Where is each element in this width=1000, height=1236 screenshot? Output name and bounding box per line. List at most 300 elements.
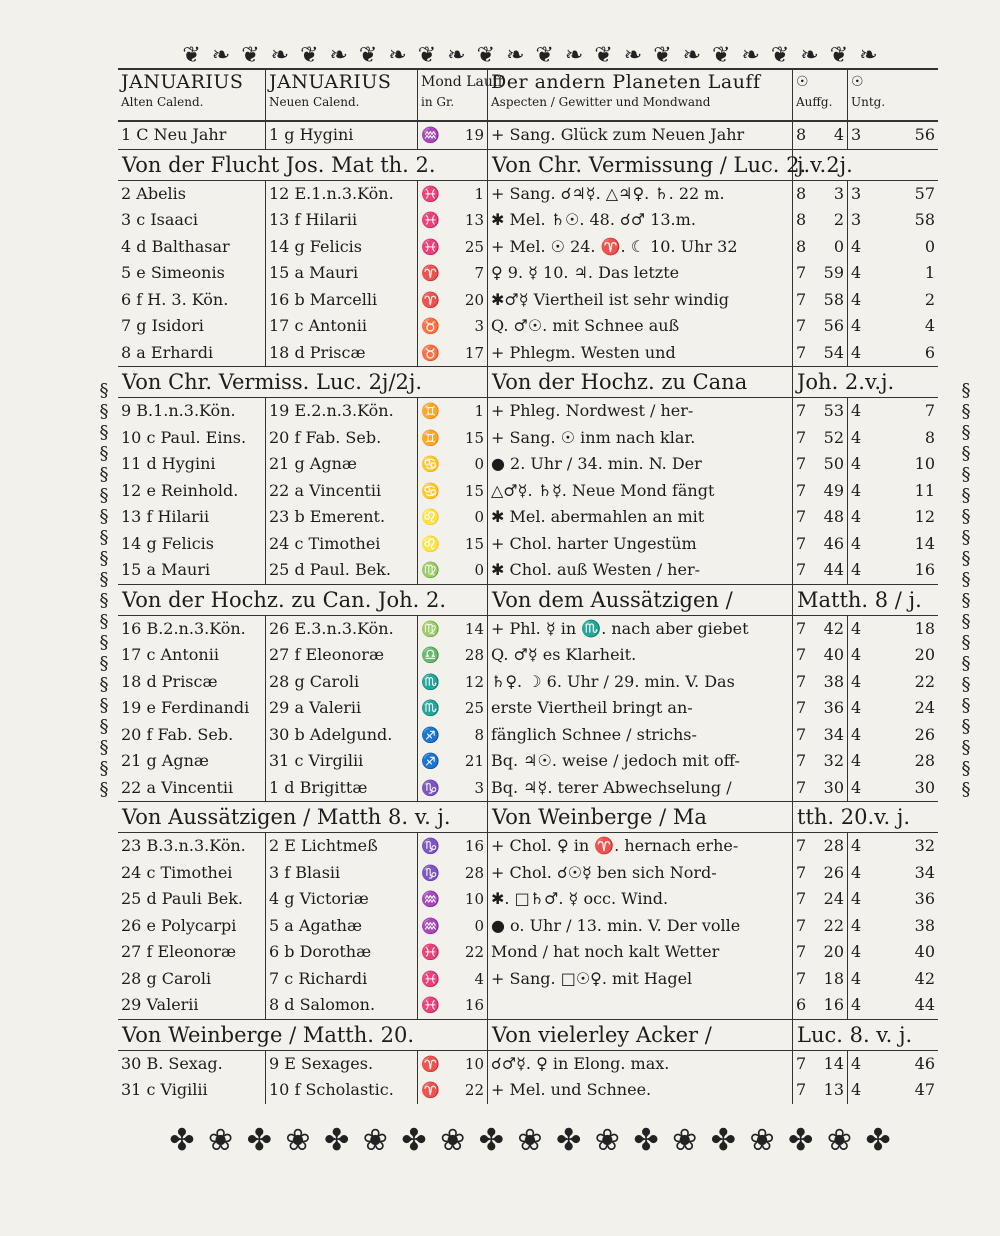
aspect-weather-text: fänglich Schnee / strichs- — [488, 722, 793, 749]
sunset-hour: 4 — [851, 862, 862, 882]
sunset-hour: 3 — [851, 210, 862, 229]
sunrise-minute: 36 — [823, 698, 844, 717]
moon-degree: 13 — [464, 211, 484, 229]
moon-degree: 10 — [464, 1054, 484, 1073]
old-calendar-day: 23 B.3.n.3.Kön. — [118, 833, 266, 860]
aspect-weather-text: + Sang. ☉ inm nach klar. — [488, 425, 793, 452]
new-calendar-subtitle: Neuen Calend. — [269, 95, 360, 109]
sunrise-time — [793, 557, 848, 584]
aspect-weather-text: ♄♀. ☽ 6. Uhr / 29. min. V. Das — [488, 669, 793, 696]
sunrise-time — [793, 313, 848, 340]
table-row — [118, 1051, 938, 1078]
sunrise-time — [793, 122, 848, 149]
table-row — [118, 775, 938, 802]
new-calendar-day: 18 d Priscæ — [266, 340, 418, 367]
new-calendar-day: 25 d Paul. Bek. — [266, 557, 418, 584]
sunrise-hour: 7 — [796, 942, 807, 961]
planets-header — [488, 70, 793, 120]
sunrise-minute: 24 — [823, 889, 844, 908]
moon-degree: 1 — [474, 402, 484, 420]
old-calendar-day: 30 B. Sexag. — [118, 1051, 266, 1078]
rise-column-title: Auffg. — [796, 95, 833, 109]
aspect-weather-text: + Chol. ♀ in ♈. hernach erhe- — [488, 833, 793, 860]
sunset-hour: 4 — [851, 995, 862, 1014]
sunset-minute: 0 — [924, 236, 935, 256]
new-calendar-day: 13 f Hilarii — [266, 207, 418, 234]
new-calendar-day: 17 c Antonii — [266, 313, 418, 340]
moon-column-title: Mond Lauff — [421, 74, 503, 90]
sunrise-time — [793, 695, 848, 722]
sunrise-minute: 52 — [823, 427, 844, 447]
zodiac-sign-icon: ♐ — [421, 725, 440, 744]
table-row — [118, 722, 938, 749]
moon-position — [418, 860, 488, 887]
sunset-time — [848, 886, 938, 913]
section-title-left: Von Chr. Vermiss. Luc. 2j/2j. — [118, 367, 488, 397]
sunrise-minute: 50 — [823, 454, 844, 473]
sunset-hour: 4 — [851, 1053, 862, 1073]
sunrise-hour: 7 — [796, 671, 807, 691]
old-calendar-day: 25 d Pauli Bek. — [118, 886, 266, 913]
sunset-time — [848, 833, 938, 860]
zodiac-sign-icon: ♑ — [421, 778, 440, 797]
sunset-hour: 4 — [851, 889, 862, 908]
sunset-time — [848, 557, 938, 584]
sunset-minute: 18 — [914, 618, 935, 638]
new-calendar-day: 1 g Hygini — [266, 122, 418, 149]
moon-degree: 3 — [474, 778, 484, 797]
section-title-mid: Von Chr. Vermissung / Luc. 2. — [488, 150, 793, 180]
old-calendar-header — [118, 70, 266, 120]
sunset-time — [848, 207, 938, 234]
new-calendar-day: 28 g Caroli — [266, 669, 418, 696]
sunset-hour: 4 — [851, 289, 862, 309]
old-calendar-day: 17 c Antonii — [118, 642, 266, 669]
sunset-time — [848, 939, 938, 966]
aspect-weather-text: + Sang. Glück zum Neuen Jahr — [488, 122, 793, 149]
new-calendar-day: 20 f Fab. Seb. — [266, 425, 418, 452]
sunset-minute: 10 — [914, 454, 935, 473]
sunset-time — [848, 1077, 938, 1104]
moon-degree: 3 — [474, 317, 484, 335]
sunset-hour: 4 — [851, 915, 862, 935]
old-calendar-subtitle: Alten Calend. — [121, 95, 204, 109]
old-calendar-day: 24 c Timothei — [118, 860, 266, 887]
moon-degree: 7 — [474, 264, 484, 282]
sunrise-hour: 7 — [796, 560, 807, 579]
sunset-hour: 4 — [851, 507, 862, 526]
sunrise-minute: 59 — [823, 263, 844, 282]
old-calendar-day: 9 B.1.n.3.Kön. — [118, 398, 266, 425]
table-row — [118, 616, 938, 643]
zodiac-sign-icon: ♓ — [421, 184, 440, 203]
calendar-table — [118, 68, 938, 1104]
sunrise-hour: 7 — [796, 454, 807, 473]
sunrise-time — [793, 1051, 848, 1078]
sunset-hour: 4 — [851, 454, 862, 473]
sunrise-hour: 7 — [796, 289, 807, 309]
aspect-weather-text: ● 2. Uhr / 34. min. N. Der — [488, 451, 793, 478]
moon-degree: 0 — [474, 508, 484, 526]
sunset-minute: 36 — [914, 889, 935, 908]
sunrise-time — [793, 451, 848, 478]
table-row — [118, 398, 938, 425]
sunset-minute: 56 — [914, 125, 935, 144]
old-calendar-day: 27 f Eleonoræ — [118, 939, 266, 966]
sunset-hour: 4 — [851, 645, 862, 664]
sunrise-minute: 34 — [823, 724, 844, 744]
zodiac-sign-icon: ♋ — [421, 481, 440, 500]
zodiac-sign-icon: ♓ — [421, 211, 440, 229]
aspect-weather-text: ♀ 9. ☿ 10. ♃. Das letzte — [488, 260, 793, 287]
sunset-minute: 30 — [914, 777, 935, 797]
old-calendar-day: 28 g Caroli — [118, 966, 266, 993]
moon-degree: 25 — [464, 699, 484, 717]
new-calendar-day: 16 b Marcelli — [266, 287, 418, 314]
old-calendar-day: 1 C Neu Jahr — [118, 122, 266, 149]
table-row — [118, 642, 938, 669]
sunset-minute: 11 — [914, 480, 935, 500]
moon-position — [418, 504, 488, 531]
sunset-time — [848, 398, 938, 425]
sunset-minute: 12 — [914, 507, 935, 526]
aspect-weather-text: + Chol. ☌☉☿ ben sich Nord- — [488, 860, 793, 887]
sunrise-hour: 8 — [796, 210, 807, 229]
moon-position — [418, 722, 488, 749]
moon-degree: 16 — [464, 996, 484, 1014]
sunrise-hour: 7 — [796, 698, 807, 717]
moon-position — [418, 557, 488, 584]
aspect-weather-text: + Phleg. Nordwest / her- — [488, 398, 793, 425]
sunset-time — [848, 260, 938, 287]
new-calendar-day: 29 a Valerii — [266, 695, 418, 722]
table-row — [118, 504, 938, 531]
sunset-hour: 4 — [851, 316, 862, 335]
table-row — [118, 557, 938, 584]
moon-position — [418, 1051, 488, 1078]
aspect-weather-text: Bq. ♃☉. weise / jedoch mit off- — [488, 748, 793, 775]
sunset-minute: 44 — [914, 995, 935, 1014]
table-row — [118, 181, 938, 208]
table-row — [118, 966, 938, 993]
sunrise-time — [793, 966, 848, 993]
sunset-minute: 14 — [914, 533, 935, 553]
sunrise-hour: 7 — [796, 968, 807, 988]
moon-degree: 15 — [464, 481, 484, 500]
old-calendar-day: 16 B.2.n.3.Kön. — [118, 616, 266, 643]
old-calendar-day: 7 g Isidori — [118, 313, 266, 340]
new-calendar-day: 2 E Lichtmeß — [266, 833, 418, 860]
sunrise-minute: 26 — [823, 862, 844, 882]
sunrise-hour: 7 — [796, 836, 807, 855]
sunrise-minute: 18 — [823, 968, 844, 988]
moon-degree: 1 — [474, 184, 484, 203]
sunrise-minute: 32 — [823, 751, 844, 770]
old-calendar-day: 4 d Balthasar — [118, 234, 266, 261]
sunset-time — [848, 340, 938, 367]
sunset-minute: 46 — [914, 1053, 935, 1073]
aspect-weather-text: + Chol. harter Ungestüm — [488, 531, 793, 558]
table-row — [118, 340, 938, 367]
moon-degree: 0 — [474, 561, 484, 579]
sunset-hour: 4 — [851, 671, 862, 691]
sunrise-hour: 8 — [796, 183, 807, 203]
moon-degree: 28 — [464, 863, 484, 882]
table-row — [118, 313, 938, 340]
sunrise-hour: 7 — [796, 645, 807, 664]
aspect-weather-text: ● o. Uhr / 13. min. V. Der volle — [488, 913, 793, 940]
zodiac-sign-icon: ♌ — [421, 508, 440, 526]
sunset-hour: 4 — [851, 1080, 862, 1099]
right-ornament-border: § § § § § § § § § § § § § § § § § § § § — [961, 380, 971, 800]
sunset-time — [848, 1051, 938, 1078]
table-row — [118, 833, 938, 860]
aspect-weather-text: + Mel. ☉ 24. ♈. ☾ 10. Uhr 32 — [488, 234, 793, 261]
moon-position — [418, 531, 488, 558]
moon-degree: 14 — [464, 619, 484, 638]
table-row — [118, 1077, 938, 1104]
moon-position — [418, 939, 488, 966]
sunrise-time — [793, 833, 848, 860]
sunset-time — [848, 775, 938, 802]
moon-degree: 21 — [464, 752, 484, 770]
section-title-right: Joh. 2.v.j. — [797, 370, 895, 394]
sunrise-minute: 54 — [823, 342, 844, 362]
sunset-time — [848, 451, 938, 478]
sunrise-hour: 7 — [796, 751, 807, 770]
old-calendar-day: 3 c Isaaci — [118, 207, 266, 234]
moon-degree: 22 — [464, 943, 484, 961]
moon-degree: 15 — [464, 428, 484, 447]
gospel-section-header — [118, 801, 938, 833]
sunset-hour: 4 — [851, 751, 862, 770]
sunset-time — [848, 616, 938, 643]
zodiac-sign-icon: ♈ — [421, 1081, 440, 1099]
old-calendar-day: 14 g Felicis — [118, 531, 266, 558]
sunrise-time — [793, 287, 848, 314]
table-row — [118, 425, 938, 452]
zodiac-sign-icon: ♊ — [421, 428, 440, 447]
moon-position — [418, 616, 488, 643]
sunset-time — [848, 287, 938, 314]
new-calendar-day: 21 g Agnæ — [266, 451, 418, 478]
old-calendar-day: 5 e Simeonis — [118, 260, 266, 287]
sunrise-minute: 4 — [833, 125, 844, 144]
sunrise-hour: 8 — [796, 125, 807, 144]
table-row — [118, 669, 938, 696]
sunset-hour: 4 — [851, 533, 862, 553]
sunset-minute: 32 — [914, 836, 935, 855]
sunrise-time — [793, 207, 848, 234]
moon-position — [418, 833, 488, 860]
sunset-hour: 4 — [851, 342, 862, 362]
old-calendar-day: 12 e Reinhold. — [118, 478, 266, 505]
sunset-hour: 4 — [851, 698, 862, 717]
new-calendar-day: 14 g Felicis — [266, 234, 418, 261]
moon-position — [418, 966, 488, 993]
sunrise-minute: 16 — [823, 995, 844, 1014]
new-month-title: JANUARIUS — [269, 71, 392, 93]
moon-header — [418, 70, 503, 120]
moon-position — [418, 886, 488, 913]
new-calendar-day: 19 E.2.n.3.Kön. — [266, 398, 418, 425]
aspect-weather-text: Bq. ♃☿. terer Abwechselung / — [488, 775, 793, 802]
sunset-minute: 6 — [924, 342, 935, 362]
old-calendar-day: 26 e Polycarpi — [118, 913, 266, 940]
table-body — [118, 122, 938, 1104]
set-header — [848, 70, 938, 120]
sunrise-minute: 40 — [823, 645, 844, 664]
sunset-time — [848, 531, 938, 558]
sunrise-hour: 7 — [796, 724, 807, 744]
sunrise-hour: 7 — [796, 342, 807, 362]
table-row — [118, 451, 938, 478]
sunrise-minute: 13 — [823, 1080, 844, 1099]
sunrise-hour: 7 — [796, 533, 807, 553]
sunrise-time — [793, 722, 848, 749]
sunrise-minute: 14 — [823, 1053, 844, 1073]
moon-position — [418, 398, 488, 425]
moon-degree: 12 — [464, 672, 484, 691]
moon-degree: 0 — [474, 455, 484, 473]
zodiac-sign-icon: ♏ — [421, 699, 440, 717]
sunrise-hour: 7 — [796, 618, 807, 638]
moon-position — [418, 425, 488, 452]
sunset-hour: 4 — [851, 777, 862, 797]
section-title-left: Von Aussätzigen / Matth 8. v. j. — [118, 802, 488, 832]
almanac-page — [96, 30, 971, 1180]
gospel-section-header — [118, 366, 938, 398]
section-title-left: Von Weinberge / Matth. 20. — [118, 1020, 488, 1050]
sunrise-time — [793, 669, 848, 696]
new-calendar-day: 23 b Emerent. — [266, 504, 418, 531]
zodiac-sign-icon: ♈ — [421, 290, 440, 309]
moon-position — [418, 181, 488, 208]
moon-degree: 19 — [464, 126, 484, 144]
moon-degree: 0 — [474, 916, 484, 935]
sun-icon: ☉ — [796, 74, 809, 90]
sunset-time — [848, 748, 938, 775]
sunrise-minute: 20 — [823, 942, 844, 961]
zodiac-sign-icon: ♓ — [421, 996, 440, 1014]
moon-position — [418, 207, 488, 234]
section-title-mid: Von der Hochz. zu Cana — [488, 367, 793, 397]
new-calendar-day: 30 b Adelgund. — [266, 722, 418, 749]
sunset-time — [848, 504, 938, 531]
sunset-time — [848, 642, 938, 669]
zodiac-sign-icon: ♒ — [421, 126, 440, 144]
moon-position — [418, 913, 488, 940]
table-row — [118, 122, 938, 149]
table-row — [118, 287, 938, 314]
sunset-minute: 22 — [914, 671, 935, 691]
moon-position — [418, 642, 488, 669]
section-title-right: j.v.2j. — [797, 152, 853, 177]
sunset-minute: 38 — [914, 915, 935, 935]
moon-degree: 17 — [464, 343, 484, 362]
zodiac-sign-icon: ♈ — [421, 1054, 440, 1073]
moon-degree: 20 — [464, 290, 484, 309]
new-calendar-day: 10 f Scholastic. — [266, 1077, 418, 1104]
sunset-hour: 4 — [851, 968, 862, 988]
sunset-hour: 3 — [851, 125, 862, 144]
set-column-title: Untg. — [851, 95, 886, 109]
moon-position — [418, 287, 488, 314]
sunset-minute: 47 — [914, 1080, 935, 1099]
sunset-hour: 4 — [851, 942, 862, 961]
new-calendar-day: 22 a Vincentii — [266, 478, 418, 505]
sunrise-minute: 53 — [823, 401, 844, 420]
sunrise-time — [793, 860, 848, 887]
sunset-minute: 42 — [914, 968, 935, 988]
sunset-time — [848, 478, 938, 505]
table-row — [118, 748, 938, 775]
sunset-time — [848, 992, 938, 1019]
sunrise-minute: 42 — [823, 618, 844, 638]
section-title-left: Von der Hochz. zu Can. Joh. 2. — [118, 585, 488, 615]
zodiac-sign-icon: ♊ — [421, 402, 440, 420]
sunset-time — [848, 313, 938, 340]
moon-degree: 4 — [474, 969, 484, 988]
old-calendar-day: 18 d Priscæ — [118, 669, 266, 696]
sunrise-time — [793, 425, 848, 452]
sunrise-time — [793, 886, 848, 913]
gospel-section-header — [118, 149, 938, 181]
left-ornament-border: § § § § § § § § § § § § § § § § § § § § — [99, 380, 109, 800]
old-month-title: JANUARIUS — [121, 71, 244, 93]
aspect-weather-text: Mond / hat noch kalt Wetter — [488, 939, 793, 966]
moon-position — [418, 775, 488, 802]
moon-position — [418, 669, 488, 696]
sunset-time — [848, 669, 938, 696]
aspect-weather-text: ✱♂☿ Viertheil ist sehr windig — [488, 287, 793, 314]
zodiac-sign-icon: ♑ — [421, 863, 440, 882]
table-row — [118, 531, 938, 558]
bottom-ornament-border: ✤ ❀ ✤ ❀ ✤ ❀ ✤ ❀ ✤ ❀ ✤ ❀ ✤ ❀ ✤ ❀ ✤ ❀ ✤ — [169, 1122, 893, 1158]
old-calendar-day: 8 a Erhardi — [118, 340, 266, 367]
sunset-time — [848, 913, 938, 940]
sunrise-time — [793, 504, 848, 531]
table-row — [118, 860, 938, 887]
section-title-mid: Von vielerley Acker / — [488, 1020, 793, 1050]
sunset-time — [848, 966, 938, 993]
moon-position — [418, 340, 488, 367]
sunset-hour: 4 — [851, 836, 862, 855]
new-calendar-day: 6 b Dorothæ — [266, 939, 418, 966]
sunrise-minute: 46 — [823, 533, 844, 553]
sunrise-time — [793, 531, 848, 558]
moon-degree: 22 — [464, 1081, 484, 1099]
new-calendar-day: 31 c Virgilii — [266, 748, 418, 775]
sunrise-hour: 7 — [796, 401, 807, 420]
top-ornament-border: ❦ ❧ ❦ ❧ ❦ ❧ ❦ ❧ ❦ ❧ ❦ ❧ ❦ ❧ ❦ ❧ ❦ ❧ ❦ ❧ ❦ ❧ ❦ ❧ — [182, 42, 880, 68]
table-row — [118, 886, 938, 913]
aspect-weather-text: + Sang. □☉♀. mit Hagel — [488, 966, 793, 993]
table-row — [118, 913, 938, 940]
moon-degree: 25 — [464, 237, 484, 256]
new-calendar-header — [266, 70, 418, 120]
old-calendar-day: 15 a Mauri — [118, 557, 266, 584]
aspect-weather-text: Q. ♂☿ es Klarheit. — [488, 642, 793, 669]
sunrise-minute: 0 — [833, 236, 844, 256]
zodiac-sign-icon: ♍ — [421, 561, 440, 579]
aspect-weather-text: ✱ Mel. ♄☉. 48. ☌♂ 13.m. — [488, 207, 793, 234]
sunrise-minute: 2 — [833, 210, 844, 229]
sunrise-time — [793, 260, 848, 287]
new-calendar-day: 4 g Victoriæ — [266, 886, 418, 913]
new-calendar-day: 1 d Brigittæ — [266, 775, 418, 802]
table-row — [118, 260, 938, 287]
